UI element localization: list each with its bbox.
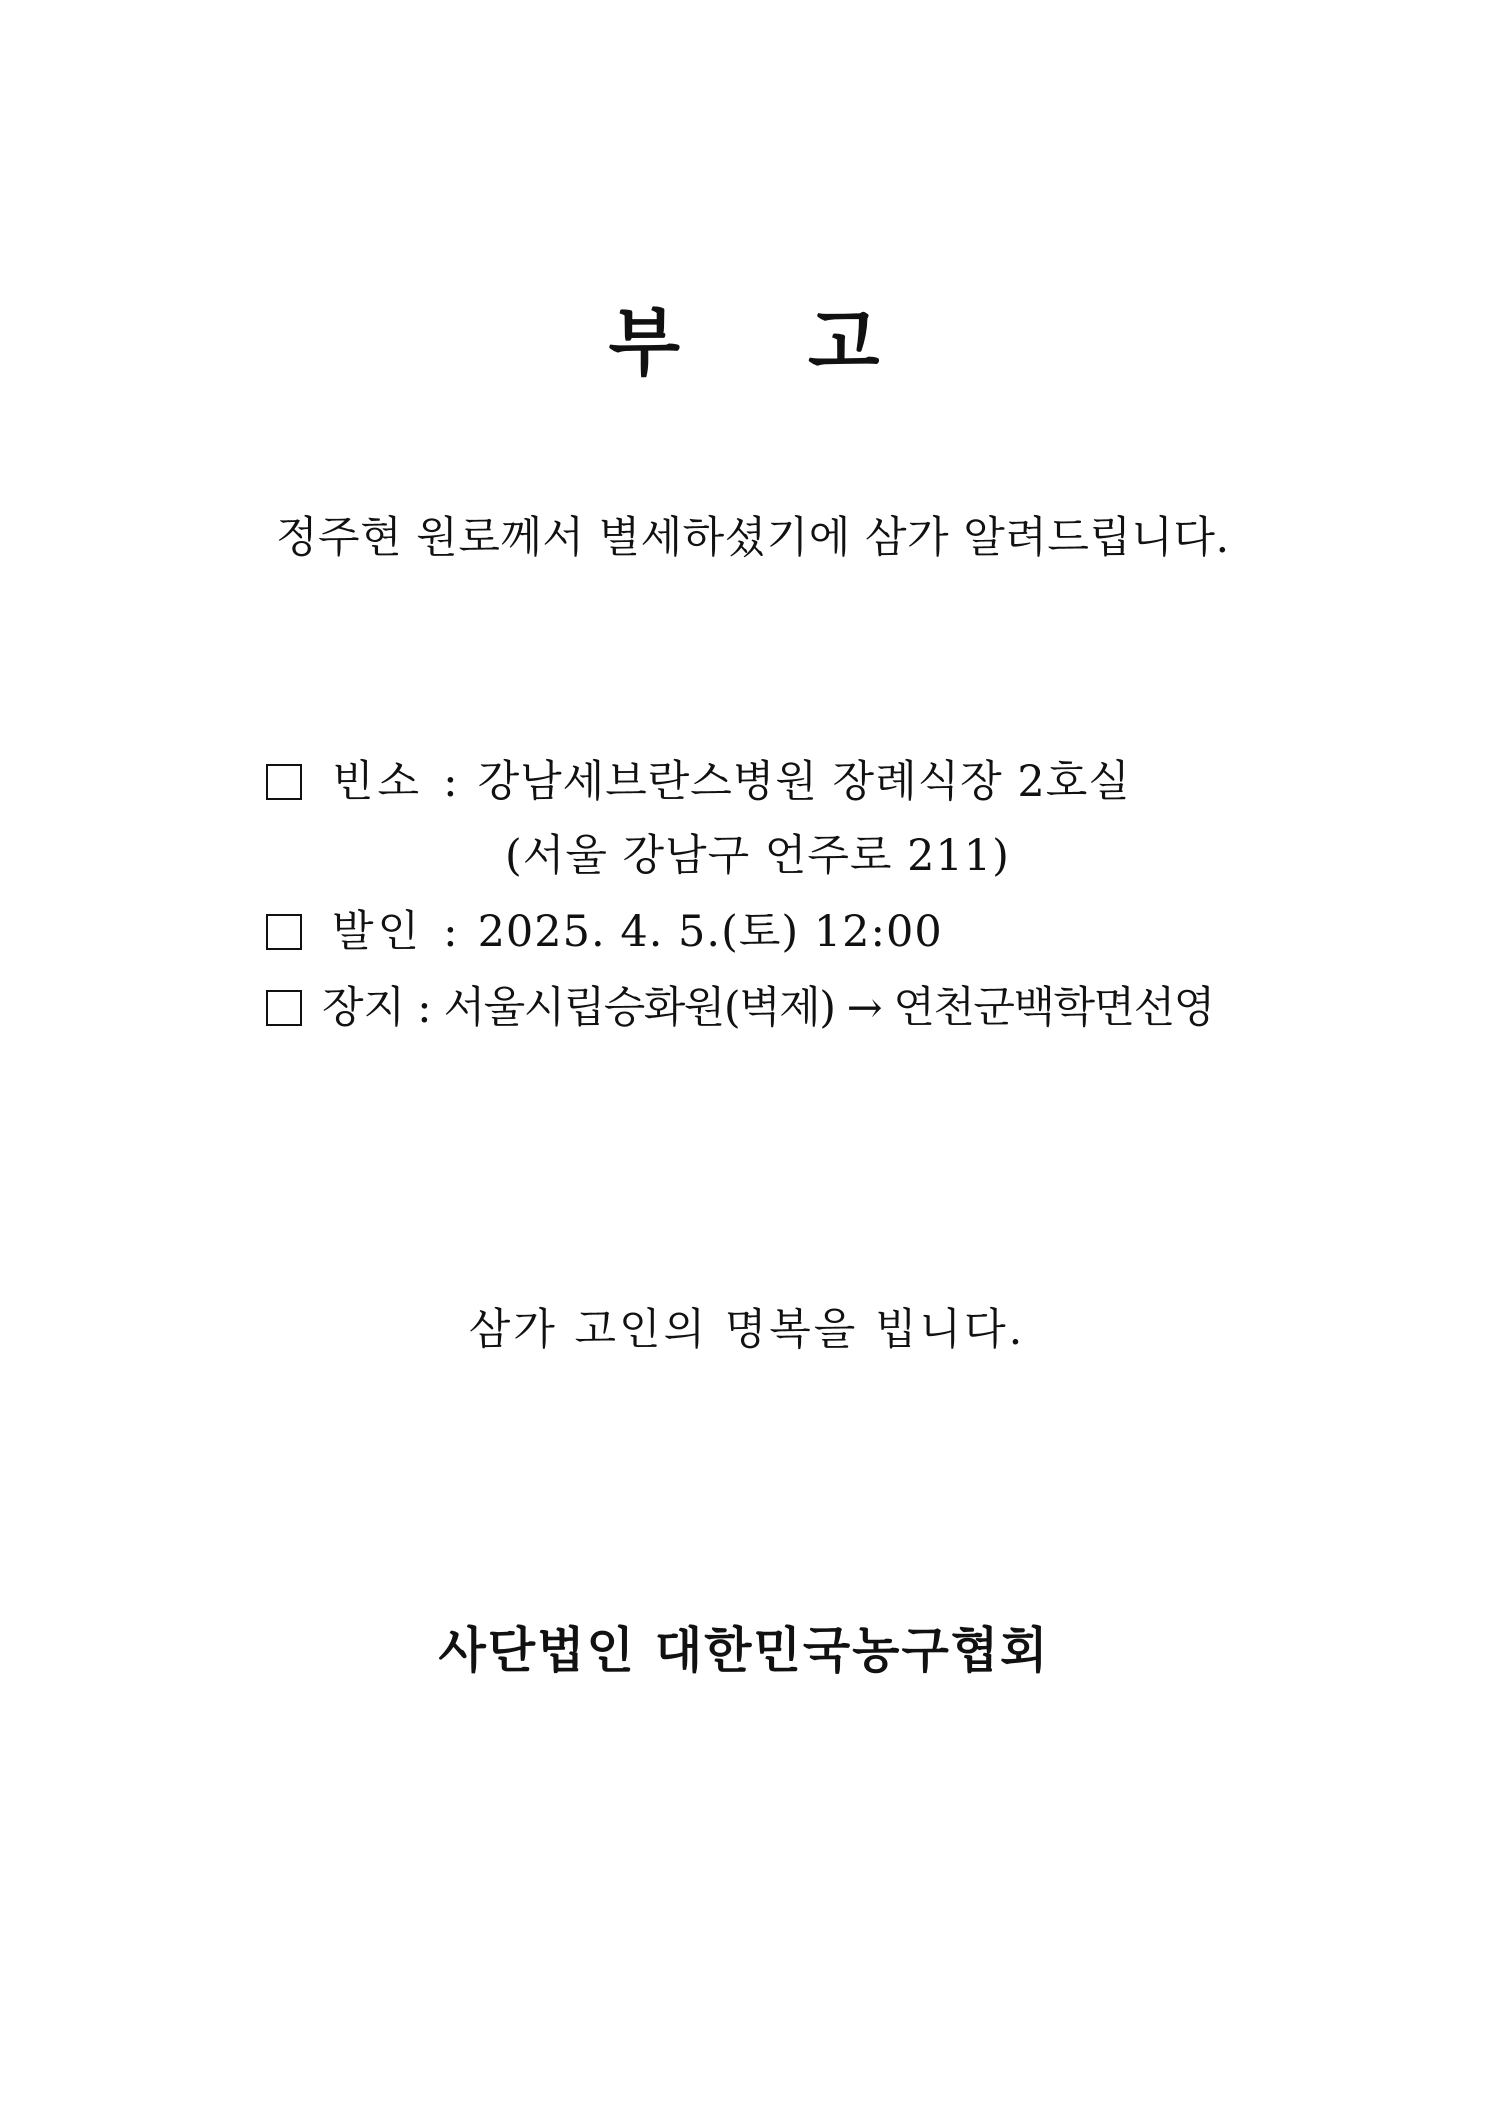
title-char-1: 부	[608, 300, 680, 386]
venue-row	[266, 752, 1131, 812]
checkbox-icon	[266, 764, 302, 800]
venue-separator: :	[443, 757, 458, 807]
departure-value: 2025. 4. 5.(토) 12:00	[477, 907, 943, 957]
venue-label: 빈소	[332, 757, 424, 807]
organization-name: 사단법인 대한민국농구협회	[438, 1621, 1050, 1679]
venue-address: (서울 강남구 언주로 211)	[505, 831, 1010, 881]
departure-label: 발인	[332, 907, 424, 957]
burial-label: 장지	[322, 983, 406, 1033]
departure-row	[266, 902, 943, 962]
checkbox-icon	[266, 914, 302, 950]
condolence-text: 삼가 고인의 명복을 빕니다.	[468, 1305, 1026, 1355]
venue-value: 강남세브란스병원 장례식장 2호실	[477, 757, 1131, 807]
document-title	[0, 298, 1488, 388]
checkbox-icon	[266, 990, 302, 1026]
venue-address-row	[505, 826, 1010, 886]
burial-row	[266, 978, 1214, 1038]
title-char-2: 고	[808, 300, 880, 386]
announcement-text: 정주현 원로께서 별세하셨기에 삼가 알려드립니다.	[276, 513, 1230, 563]
departure-separator: :	[443, 907, 458, 957]
burial-value: 서울시립승화원(벽제) → 연천군백학면선영	[443, 983, 1214, 1033]
burial-separator: :	[417, 983, 432, 1033]
